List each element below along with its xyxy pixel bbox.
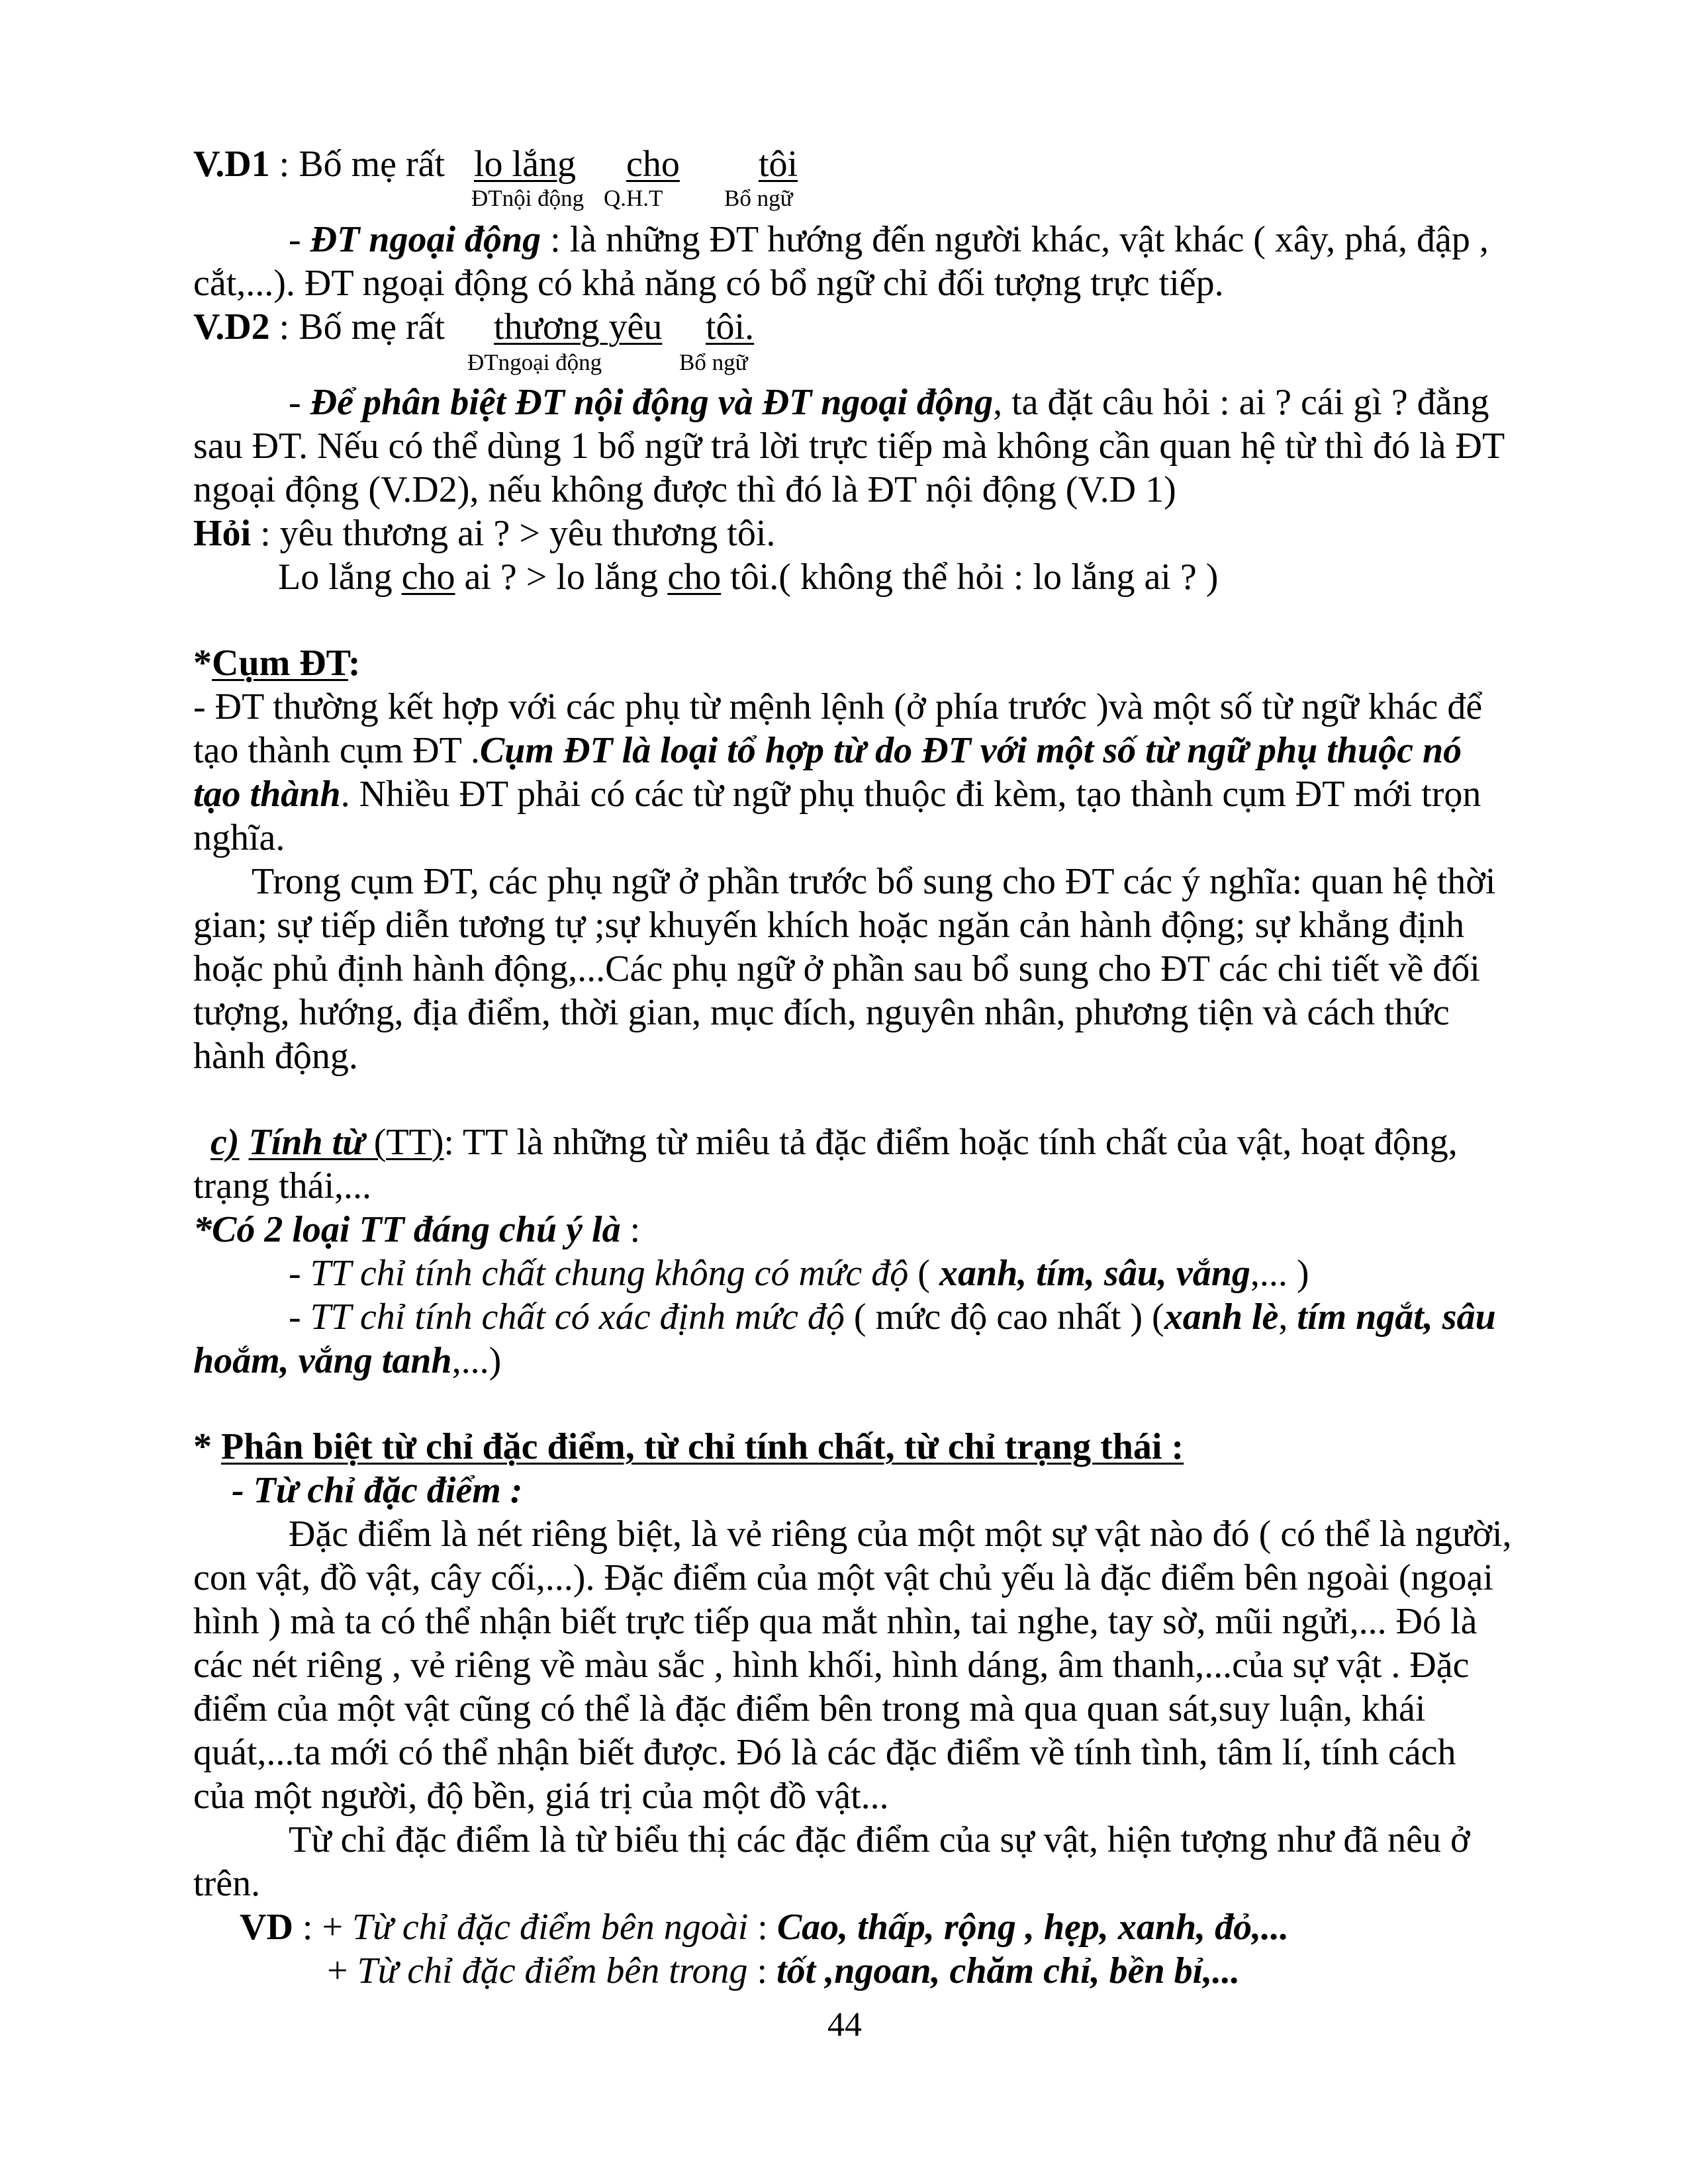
tt-b-desc: - TT chỉ tính chất có xác định mức độ <box>289 1297 845 1338</box>
pb2-vd-2 <box>327 1950 1240 1992</box>
pb2-p7: của một người, độ bền, giá trị của một đồ vật... <box>193 1776 889 1817</box>
tt-type-b <box>289 1296 1496 1338</box>
tt-b-end: ,...) <box>451 1340 502 1381</box>
pb2-q2: trên. <box>193 1863 261 1904</box>
tt-line-1 <box>211 1121 1458 1163</box>
hoi-label: Hỏi <box>193 513 252 554</box>
phanbiet-line-2: sau ĐT. Nếu có thể dùng 1 bổ ngữ trả lời trực tiếp mà không cần quan hệ từ thì đó là ĐT <box>193 426 1505 467</box>
tt-term: Tính từ <box>248 1122 365 1163</box>
hoi-line-2 <box>278 556 1218 598</box>
phanbiet-term: Để phân biệt ĐT nội động và ĐT ngoại động <box>310 382 994 423</box>
hoi-text-a: Lo lắng <box>278 557 402 598</box>
tt-head-text: *Có 2 loại TT đáng chú ý là <box>193 1209 621 1250</box>
pb2-title: Phân biệt từ chỉ đặc điểm, từ chỉ tính chất, từ chỉ trạng thái : <box>221 1426 1184 1467</box>
phanbiet-line-3: ngoại động (V.D2), nếu không được thì đó là ĐT nội động (V.D 1) <box>193 469 1176 510</box>
pb2-vd-label: VD <box>240 1907 293 1948</box>
vd2-sub-bongu: Bổ ngữ <box>679 349 748 375</box>
hoi-text-c: ai ? > lo lắng <box>455 557 668 598</box>
pb2-p3: hình ) mà ta có thể nhận biết trực tiếp qua mắt nhìn, tai nghe, tay sờ, mũi ngửi,... Đó là <box>193 1601 1477 1642</box>
hoi-text-e: tôi.( không thể hỏi : lo lắng ai ? ) <box>721 557 1219 598</box>
tt-a-paren: ( <box>908 1253 939 1294</box>
ngoai-rest: : là những ĐT hướng đến người khác, vật khác ( xây, phá, đập , <box>541 219 1489 260</box>
tt-b-paren: ( mức độ cao nhất ) ( <box>844 1297 1164 1338</box>
pb2-vd2-examples: tốt ,ngoan, chăm chỉ, bền bỉ,... <box>776 1950 1241 1991</box>
cum-heading <box>193 642 361 684</box>
tt-head <box>193 1208 640 1251</box>
pb2-p2: con vật, đồ vật, cây cối,...). Đặc điểm của một vật chủ yếu là đặc điểm bên ngoài (ngoại <box>193 1557 1493 1598</box>
cum-p3-definition: tạo thành <box>193 774 341 815</box>
vd2-label: V.D2 <box>193 306 270 347</box>
pb2-vd1-colon: : <box>748 1907 777 1948</box>
vd1-word-cho: cho <box>626 144 680 185</box>
hoi-cho-2: cho <box>667 557 722 598</box>
tt-type-a <box>289 1252 1309 1295</box>
vd2-sub-ngoaidong: ĐTngoại động <box>467 349 602 375</box>
pb2-vd2-sep: + <box>327 1950 357 1991</box>
page-number: 44 <box>827 2006 862 2044</box>
tt-a-end: ,... ) <box>1250 1253 1309 1294</box>
tt-line-2: trạng thái,... <box>193 1165 372 1206</box>
cum-p2-definition: Cụm ĐT là loại tổ hợp từ do ĐT với một số từ ngữ phụ thuộc nó <box>479 730 1462 771</box>
tt-rest: : TT là những từ miêu tả đặc điểm hoặc tính chất của vật, hoạt động, <box>444 1122 1458 1163</box>
tt-a-examples: xanh, tím, sâu, vắng <box>939 1253 1250 1294</box>
ngoai-line-1 <box>289 218 1489 261</box>
tt-b-example-2: tím ngắt, sâu <box>1297 1297 1496 1338</box>
pb2-p5: điểm của một vật cũng có thể là đặc điểm bên trong mà qua quan sát,suy luận, khái <box>193 1688 1426 1729</box>
cum-p1: - ĐT thường kết hợp với các phụ từ mệnh lệnh (ở phía trước )và một số từ ngữ khác để <box>193 686 1483 727</box>
cum-p4: nghĩa. <box>193 817 285 858</box>
tt-abbr: (TT) <box>364 1122 444 1163</box>
vd1-text: : Bố mẹ rất <box>269 144 445 185</box>
tt-c: c) <box>211 1122 240 1163</box>
pb2-star: * <box>193 1426 221 1467</box>
cum-q3: hoặc phủ định hành động,...Các phụ ngữ ở phần sau bổ sung cho ĐT các chi tiết về đối <box>193 948 1480 989</box>
tt-a-desc: - TT chỉ tính chất chung không có mức độ <box>289 1253 909 1294</box>
vd2-word-thuongyeu: thương yêu <box>494 306 663 347</box>
vd1-word-toi: tôi <box>759 144 798 185</box>
vd1-sub-bongu: Bổ ngữ <box>724 185 793 211</box>
tt-b-example-3: hoắm, vắng tanh <box>193 1340 452 1381</box>
cum-q4: tượng, hướng, địa điểm, thời gian, mục đích, nguyên nhân, phương tiện và cách thức <box>193 992 1450 1033</box>
vd2-word-toi: tôi. <box>706 306 755 347</box>
hoi-line-1 <box>193 512 775 555</box>
pb2-q1: Từ chỉ đặc điểm là từ biểu thị các đặc điểm của sự vật, hiện tượng như đã nêu ở <box>289 1819 1470 1860</box>
cum-p3-plain: . Nhiều ĐT phải có các từ ngữ phụ thuộc đi kèm, tạo thành cụm ĐT mới trọn <box>340 774 1481 815</box>
cum-q5: hành động. <box>193 1036 358 1077</box>
pb2-vd1-kind: Từ chỉ đặc điểm bên ngoài <box>352 1907 749 1948</box>
tt-b-example-1: xanh lè <box>1164 1297 1279 1338</box>
pb2-sub: - Từ chỉ đặc điểm : <box>232 1470 523 1511</box>
cum-q2: gian; sự tiếp diễn tương tự ;sự khuyến khích hoặc ngăn cản hành động; sự khẳng định <box>193 905 1465 946</box>
phanbiet-dash: - <box>289 382 310 423</box>
hoi-rest: : yêu thương ai ? > yêu thương tôi. <box>251 513 776 554</box>
vd1-sub-noidong: ĐTnội động <box>471 185 585 211</box>
pb2-vd2-colon: : <box>747 1950 777 1991</box>
cum-p2 <box>193 729 1462 772</box>
cum-title: Cụm ĐT <box>212 643 348 684</box>
pb2-vd1-sep: : + <box>293 1907 353 1948</box>
tt-head-colon: : <box>620 1209 641 1250</box>
pb2-vd-1 <box>240 1906 1289 1948</box>
cum-q1: Trong cụm ĐT, các phụ ngữ ở phần trước bổ sung cho ĐT các ý nghĩa: quan hệ thời <box>252 861 1496 902</box>
tt-type-b-cont <box>193 1340 501 1382</box>
pb2-vd2-kind: Từ chỉ đặc điểm bên trong <box>357 1950 748 1991</box>
cum-star: * <box>193 643 212 684</box>
vd1-label: V.D1 <box>193 144 270 185</box>
pb2-p1: Đặc điểm là nét riêng biệt, là vẻ riêng của một một sự vật nào đó ( có thể là người, <box>289 1514 1512 1555</box>
phanbiet-line-1 <box>289 381 1489 424</box>
ngoai-dash: - <box>289 219 310 260</box>
phanbiet-rest: , ta đặt câu hỏi : ai ? cái gì ? đằng <box>993 382 1489 423</box>
ngoai-term: ĐT ngoại động <box>310 219 541 260</box>
pb2-vd1-examples: Cao, thấp, rộng , hẹp, xanh, đỏ,... <box>776 1907 1289 1948</box>
cum-p3 <box>193 773 1481 815</box>
vd2-text: : Bố mẹ rất <box>269 306 445 347</box>
pb2-p6: quát,...ta mới có thể nhận biết được. Đó là các đặc điểm về tính tình, tâm lí, tính cách <box>193 1732 1456 1773</box>
pb2-p4: các nét riêng , vẻ riêng về màu sắc , hình khối, hình dáng, âm thanh,...của sự vật . Đặc <box>193 1645 1470 1686</box>
vd1-word-lolang: lo lắng <box>474 144 576 185</box>
ngoai-line-2: cắt,...). ĐT ngoại động có khả năng có bổ ngữ chỉ đối tượng trực tiếp. <box>193 263 1224 304</box>
cum-p2-plain: tạo thành cụm ĐT . <box>193 730 480 771</box>
hoi-cho-1: cho <box>401 557 455 598</box>
vd2-line <box>193 306 445 348</box>
tt-b-comma: , <box>1278 1297 1297 1338</box>
cum-colon: : <box>348 643 361 684</box>
pb2-heading <box>193 1426 1184 1468</box>
vd1-line <box>193 143 445 185</box>
vd1-sub-qht: Q.H.T <box>604 185 663 211</box>
